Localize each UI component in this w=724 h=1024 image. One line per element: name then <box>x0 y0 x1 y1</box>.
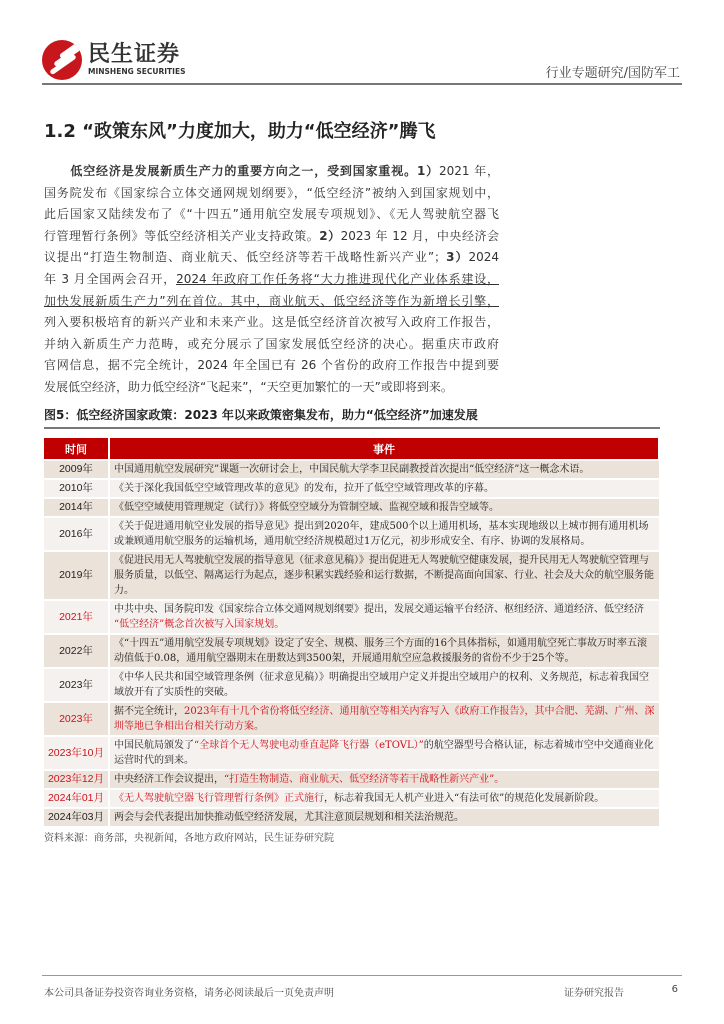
text-segment: 年 3 月全国两会召开， <box>44 271 177 286</box>
text-segment: 2024 <box>468 250 500 265</box>
report-category: 行业专题研究/国防军工 <box>545 66 680 81</box>
time-cell: 2014年 <box>44 498 109 517</box>
figure-caption: 图5：低空经济国家政策：2023 年以来政策密集发布，助力“低空经济”加速发展 <box>44 406 660 429</box>
header-event: 事件 <box>109 438 659 460</box>
table-row <box>44 460 659 479</box>
text-segment: 官网信息，据不完全统计，2024 年全国已有 26 个省份的政府工作报告中提到要 <box>44 358 499 373</box>
event-text: 中国通用航空发展研究”课题一次研讨会上，中国民航大学李卫民副教授首次提出“低空经济”这一概念术语。 <box>114 464 590 475</box>
event-text: 《中华人民共和国空域管理条例（征求意见稿）》明确提出空域用户定义并提出空域用户的权利、义务规范，标志着我国空域放开有了实质性的突破。 <box>114 672 649 698</box>
table-row <box>44 736 659 770</box>
table-row <box>44 517 659 551</box>
text-segment: 国务院发布《国家综合立体交通网规划纲要》，“低空经济”被纳入到国家规划中， <box>44 185 499 200</box>
time-cell: 2021年 <box>44 600 109 634</box>
page-number: 6 <box>671 984 678 995</box>
table-row <box>44 600 659 634</box>
event-text: 2023年有十几个省份将低空经济、通用航空等相关内容写入《政府工作报告》，其中合肥、芜湖、广州、深圳等地已争相出台相关行动方案。 <box>114 706 655 732</box>
table-row <box>44 551 659 600</box>
paragraph-line <box>44 183 499 205</box>
event-text: 的航空器型号合格认证，标志着城市空中交通商业化运营时代的到来。 <box>114 740 654 766</box>
text-segment: 低空经济是发展新质生产力的重要方向之一，受到国家重视。 <box>70 164 417 178</box>
event-text: 《关于深化我国低空空域管理改革的意见》的发布，拉开了低空空域管理改革的序幕。 <box>114 483 494 494</box>
table-row <box>44 498 659 517</box>
time-cell: 2023年10月 <box>44 736 109 770</box>
time-cell: 2019年 <box>44 551 109 600</box>
logo-icon <box>42 40 82 80</box>
event-text: 中央经济工作会议提出， <box>114 774 224 785</box>
event-cell <box>109 668 659 702</box>
event-cell <box>109 517 659 551</box>
footer-divider <box>42 975 682 976</box>
text-segment: 3） <box>446 250 469 265</box>
event-cell <box>109 702 659 736</box>
event-cell <box>109 789 659 808</box>
event-cell <box>109 808 659 826</box>
event-text: “低空经济”概念首次被写入国家规划。 <box>114 619 285 630</box>
event-text: 中共中央、国务院印发《国家综合立体交通网规划纲要》提出，发展交通运输平台经济、枢纽经济、通道经济、低空经济 <box>114 604 644 615</box>
time-cell: 2010年 <box>44 479 109 498</box>
section-title: 1.2 “政策东风”力度加大，助力“低空经济”腾飞 <box>44 121 436 142</box>
header-time: 时间 <box>44 438 109 460</box>
event-cell <box>109 498 659 517</box>
event-cell <box>109 600 659 634</box>
event-cell <box>109 460 659 479</box>
event-text: 《促进民用无人驾驶航空发展的指导意见（征求意见稿）》提出促进无人驾驶航空健康发展，提升民用无人驾驶航空管理与服务质量，以低空、隔离运行为起点，逐步积累实践经验和运行数据，不断提高面向国家、行业、社会及大众的航空服务能力。 <box>114 555 654 596</box>
event-text: 《关于促进通用航空业发展的指导意见》提出到2020年，建成500个以上通用机场，基本实现地级以上城市拥有通用机场或兼顾通用航空服务的运输机场，通用航空经济规模超过1万亿元，初步形成安全、有序、协调的发展格局。 <box>114 521 649 547</box>
figure-body <box>44 438 660 846</box>
paragraph-line <box>44 355 499 377</box>
body-paragraph <box>44 161 499 399</box>
table-row <box>44 634 659 668</box>
table-row <box>44 808 659 826</box>
text-segment: 发展低空经济，助力低空经济“飞起来”，“天空更加繁忙的一天”或即将到来。 <box>44 379 453 394</box>
time-cell: 2022年 <box>44 634 109 668</box>
paragraph-line <box>44 247 499 269</box>
source-note: 资料来源：商务部，央视新闻，各地方政府网站，民生证券研究院 <box>44 833 334 844</box>
paragraph-line <box>44 377 499 399</box>
paragraph-line <box>44 334 499 356</box>
table-row <box>44 479 659 498</box>
time-cell: 2024年03月 <box>44 808 109 826</box>
text-segment: 并纳入新质生产力范畴，或充分展示了国家发展低空经济的决心。据重庆市政府 <box>44 336 499 351</box>
paragraph-line <box>44 204 499 226</box>
table-row <box>44 668 659 702</box>
table-row <box>44 702 659 736</box>
event-text: 《“十四五”通用航空发展专项规划》设定了安全、规模、服务三个方面的16个具体指标，如通用航空死亡事故万时率五滚动值低于0.08，通用航空器期末在册数达到3500架，开展通用航空应急救援服务的省份不少于25个等。 <box>114 638 647 664</box>
paragraph-line <box>44 269 499 291</box>
text-segment: 2024 年政府工作任务将“大力推进现代化产业体系建设， <box>176 271 500 286</box>
paragraph-line <box>44 291 499 313</box>
event-cell <box>109 736 659 770</box>
time-cell: 2023年 <box>44 702 109 736</box>
event-text: 据不完全统计， <box>114 706 184 717</box>
logo-english: MINSHENG SECURITIES <box>88 67 186 76</box>
time-cell: 2023年12月 <box>44 770 109 789</box>
table-row <box>44 770 659 789</box>
event-cell <box>109 770 659 789</box>
time-cell: 2016年 <box>44 517 109 551</box>
time-cell: 2009年 <box>44 460 109 479</box>
paragraph-line <box>44 226 499 248</box>
disclaimer: 本公司具备证券投资咨询业务资格，请务必阅读最后一页免责声明 <box>44 988 334 999</box>
doc-type: 证券研究报告 <box>564 988 624 999</box>
text-segment: 1） <box>416 164 439 178</box>
text-segment: 此后国家又陆续发布了《“十四五”通用航空发展专项规划》、《无人驾驶航空器飞 <box>44 207 499 222</box>
text-segment: 2021 年， <box>438 164 499 178</box>
event-text: “打造生物制造、商业航天、低空经济等若干战略性新兴产业”。 <box>224 774 505 785</box>
event-text: 《无人驾驶航空器飞行管理暂行条例》正式施行 <box>114 793 324 804</box>
event-cell <box>109 551 659 600</box>
text-segment: 2） <box>319 228 341 243</box>
event-text: “全球首个无人驾驶电动垂直起降飞行器（eTOVL）” <box>194 740 424 751</box>
text-segment: 加快发展新质生产力”列在首位。其中，商业航天、低空经济等作为新增长引擎， <box>44 293 499 308</box>
policy-table <box>44 438 660 826</box>
text-segment: 议提出“打造生物制造、商业航天、低空经济等若干战略性新兴产业”； <box>44 250 447 265</box>
event-text: 两会与会代表提出加快推动低空经济发展，尤其注意顶层规划和相关法治规范。 <box>114 812 464 823</box>
text-segment: 行管理暂行条例》等低空经济相关产业支持政策。 <box>44 228 320 243</box>
table-row <box>44 789 659 808</box>
text-segment: 列入要积极培育的新兴产业和未来产业。这是低空经济首次被写入政府工作报告， <box>44 315 499 330</box>
event-cell <box>109 634 659 668</box>
paragraph-line <box>44 161 499 183</box>
event-text: 《低空空域使用管理规定（试行）》将低空空域分为管制空域、监视空域和报告空域等。 <box>114 502 499 513</box>
time-cell: 2023年 <box>44 668 109 702</box>
time-cell: 2024年01月 <box>44 789 109 808</box>
event-text: 中国民航局颁发了 <box>114 740 194 751</box>
logo-name: 民生证券 <box>88 42 181 67</box>
text-segment: 2023 年 12 月，中央经济会 <box>340 228 499 243</box>
header-divider <box>42 83 682 85</box>
event-text: ，标志着我国无人机产业进入“有法可依”的规范化发展新阶段。 <box>324 793 605 804</box>
company-logo <box>42 40 186 80</box>
paragraph-line <box>44 312 499 334</box>
event-cell <box>109 479 659 498</box>
